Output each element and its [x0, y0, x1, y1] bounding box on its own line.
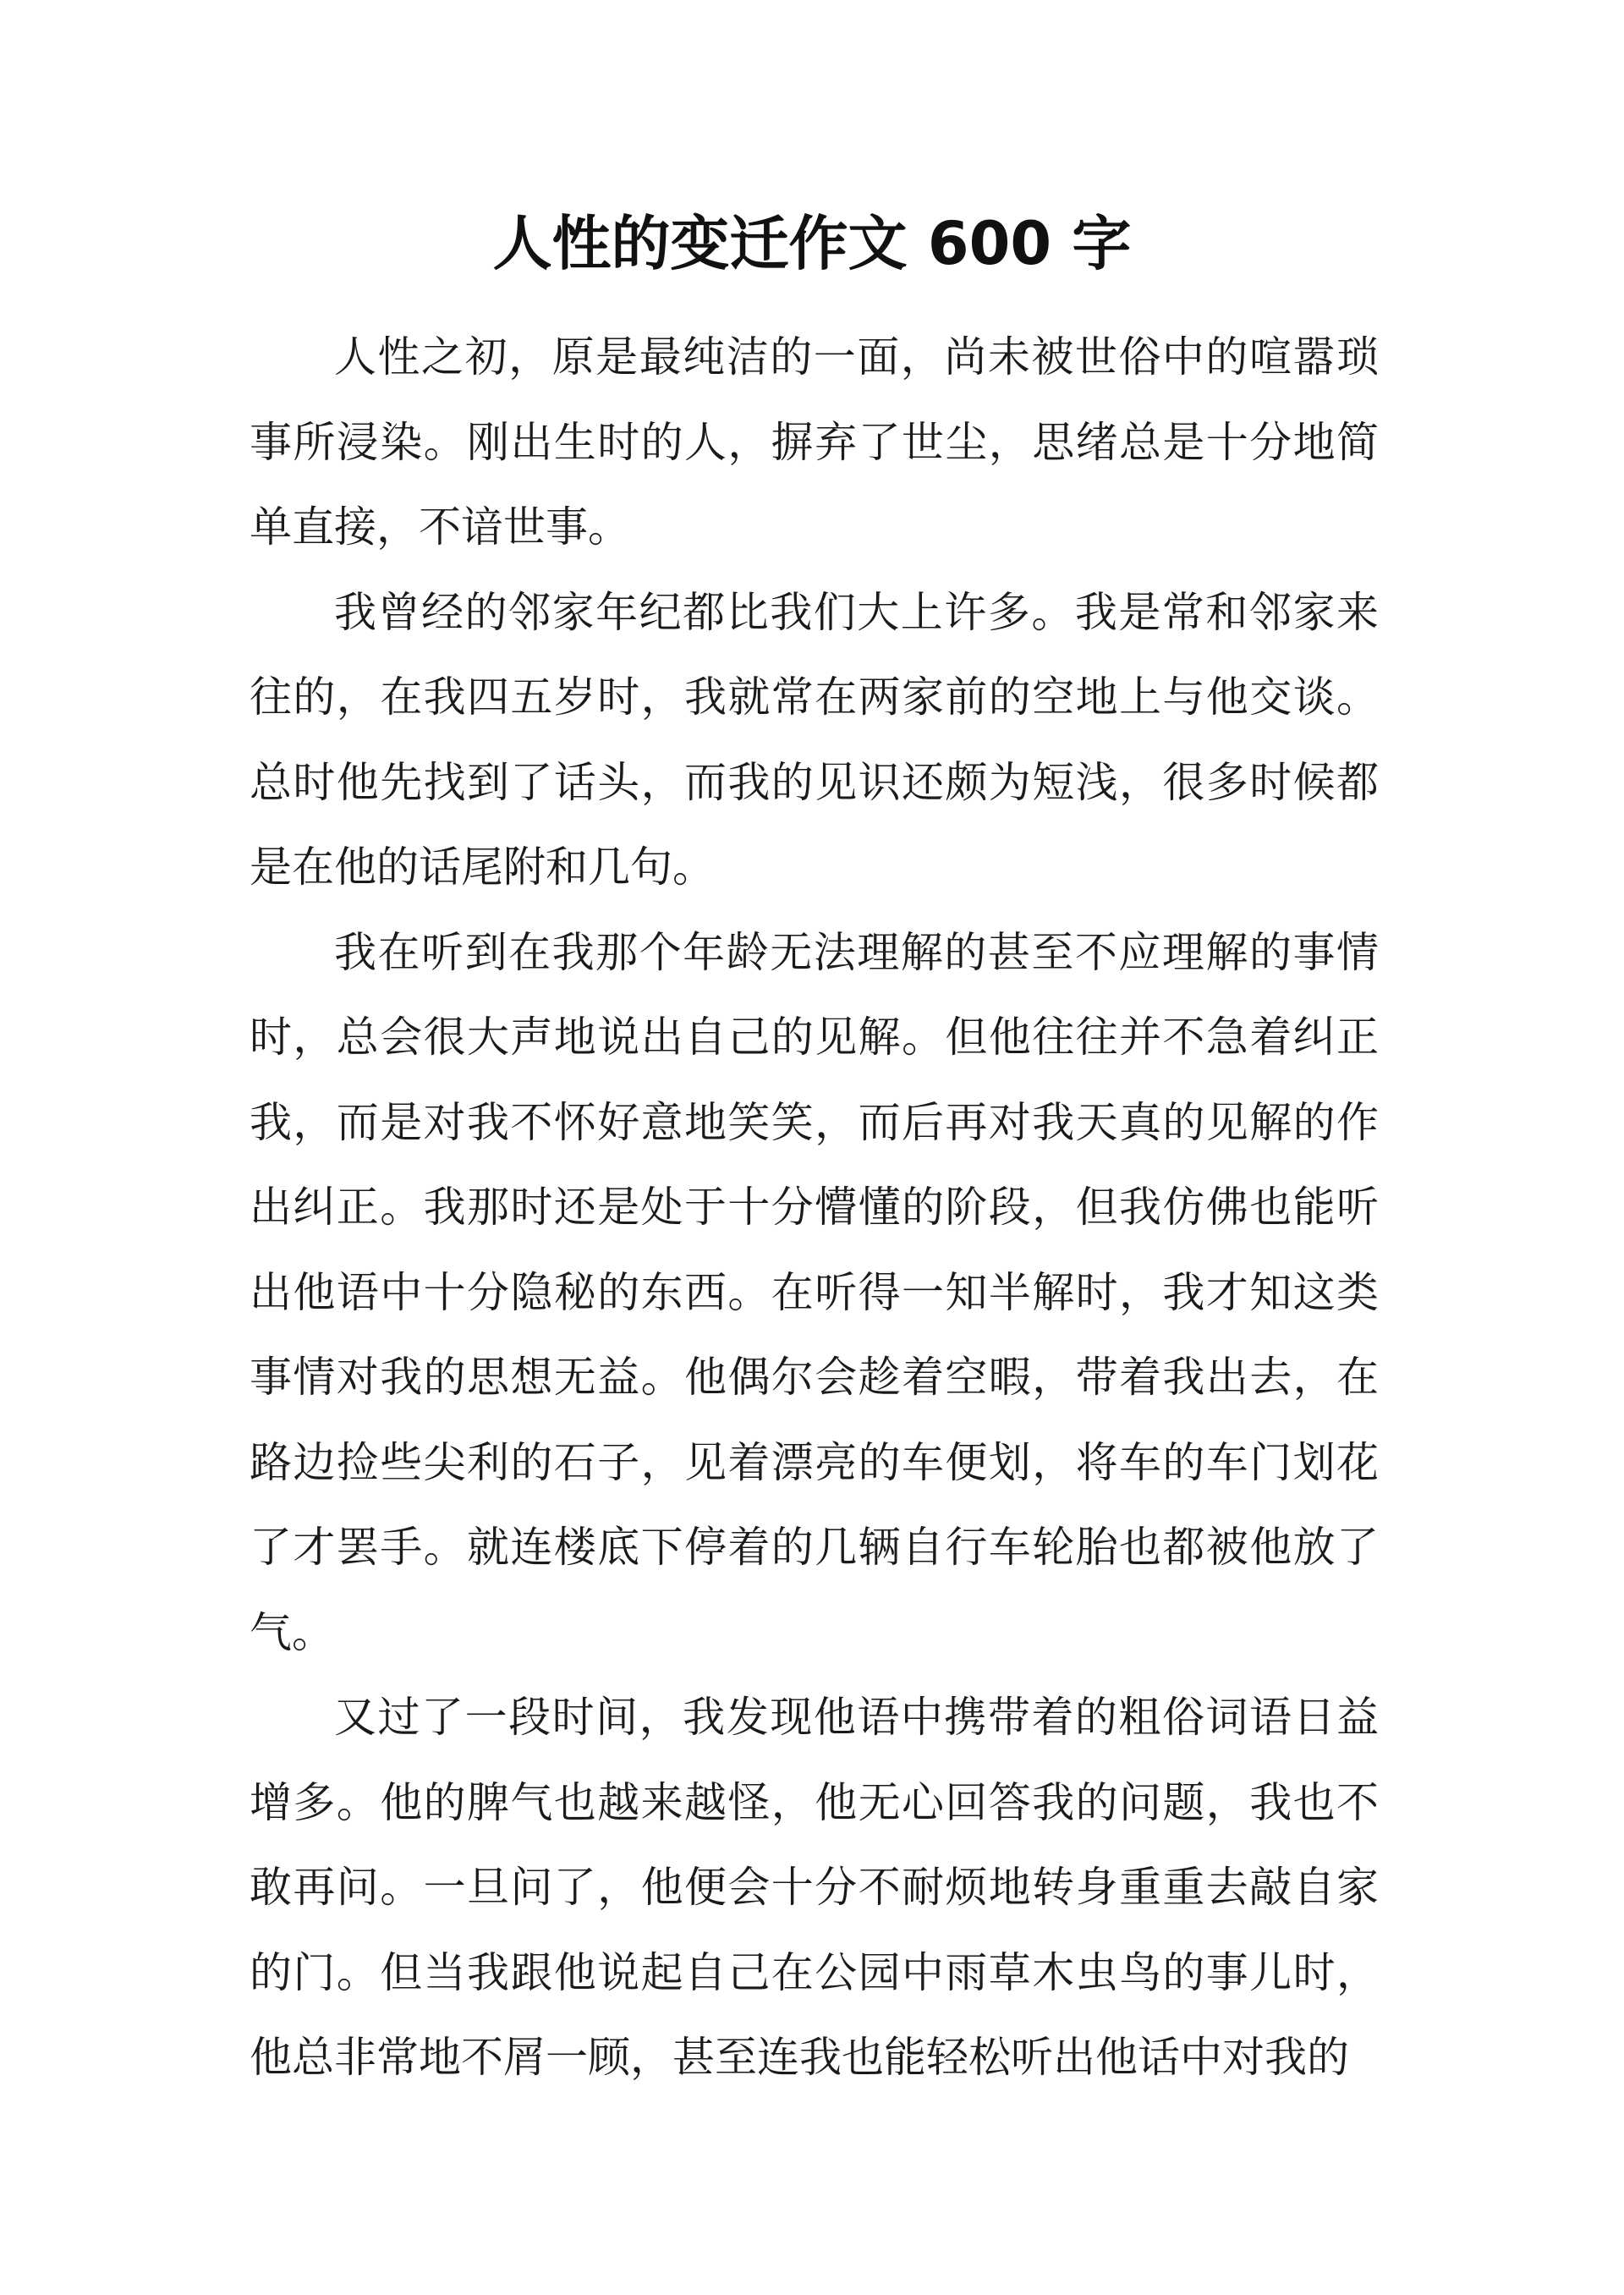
paragraph: 我在听到在我那个年龄无法理解的甚至不应理解的事情时，总会很大声地说出自己的见解。但他往往并不急着纠正我，而是对我不怀好意地笑笑，而后再对我天真的见解的作出纠正。我那时还是处于十分懵懂的阶段，但我仿佛也能听出他语中十分隐秘的东西。在听得一知半解时，我才知这类事情对我的思想无益。他偶尔会趁着空暇，带着我出去，在路边捡些尖利的石子，见着漂亮的车便划，将车的车门划花了才罢手。就连楼底下停着的几辆自行车轮胎也都被他放了气。	[250, 927, 1379, 1657]
paragraph: 我曾经的邻家年纪都比我们大上许多。我是常和邻家来往的，在我四五岁时，我就常在两家前的空地上与他交谈。总时他先找到了话头，而我的见识还颇为短浅，很多时候都是在他的话尾附和几句。	[250, 587, 1379, 892]
document-body	[250, 315, 1379, 2100]
document-title: 人性的变迁作文 600 字	[492, 209, 1132, 278]
paragraph: 人性之初，原是最纯洁的一面，尚未被世俗中的喧嚣琐事所浸染。刚出生时的人，摒弃了世尘，思绪总是十分地简单直接，不谙世事。	[250, 332, 1379, 552]
paragraph: 又过了一段时间，我发现他语中携带着的粗俗词语日益增多。他的脾气也越来越怪，他无心回答我的问题，我也不敢再问。一旦问了，他便会十分不耐烦地转身重重去敲自家的门。但当我跟他说起自己在公园中雨草木虫鸟的事儿时，他总非常地不屑一顾，甚至连我也能轻松听出他话中对我的	[250, 1693, 1379, 2082]
